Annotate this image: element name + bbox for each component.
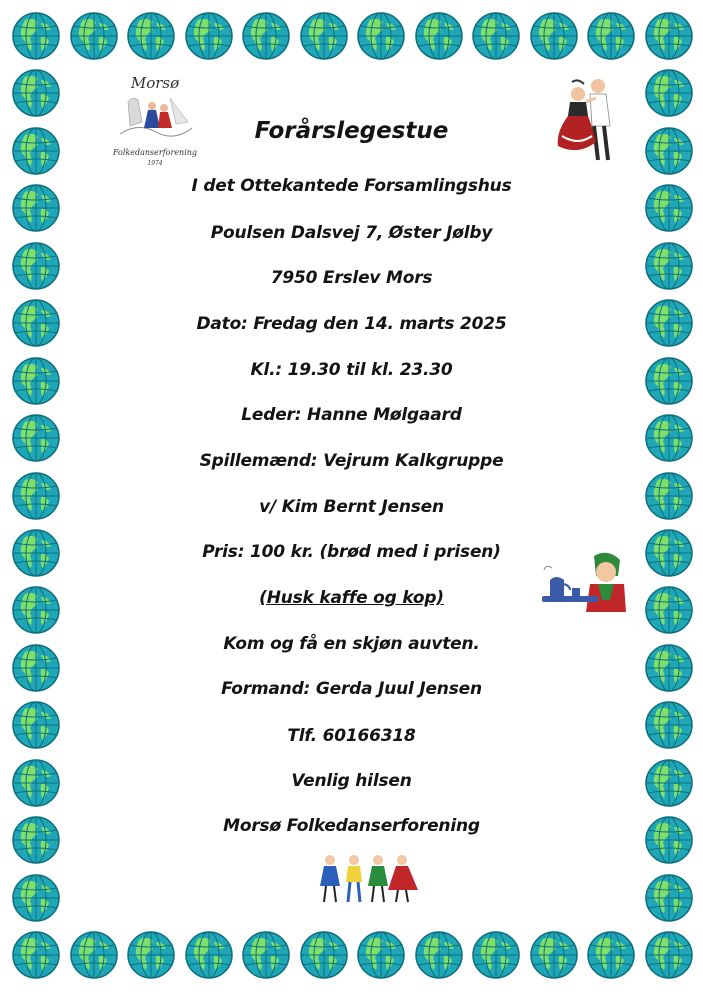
event-price: Pris: 100 kr. (brød med i prisen) — [202, 542, 501, 562]
globe-icon — [644, 11, 694, 61]
folk-dancers-icon — [318, 852, 420, 904]
globe-icon — [69, 11, 119, 61]
globe-icon — [184, 930, 234, 980]
globe-icon — [529, 930, 579, 980]
globe-icon — [644, 68, 694, 118]
logo-year: 1974 — [147, 160, 163, 167]
globe-icon — [414, 930, 464, 980]
globe-icon — [11, 11, 61, 61]
venue-city: 7950 Erslev Mors — [270, 268, 433, 288]
globe-icon — [126, 11, 176, 61]
organization-name: Morsø Folkedanserforening — [223, 816, 480, 836]
globe-icon — [471, 930, 521, 980]
musicians-contact: v/ Kim Bernt Jensen — [259, 497, 444, 517]
globe-icon — [11, 873, 61, 923]
globe-icon — [414, 11, 464, 61]
event-time: Kl.: 19.30 til kl. 23.30 — [250, 360, 453, 380]
greeting-line: Kom og få en skjøn auvten. — [223, 634, 480, 654]
venue-name: I det Ottekantede Forsamlingshus — [191, 176, 512, 196]
phone-number: Tlf. 60166318 — [287, 726, 416, 746]
closing-greeting: Venlig hilsen — [291, 771, 412, 791]
globe-icon — [241, 930, 291, 980]
event-date: Dato: Fredag den 14. marts 2025 — [196, 314, 507, 334]
globe-icon — [126, 930, 176, 980]
globe-icon — [644, 873, 694, 923]
chairman: Formand: Gerda Juul Jensen — [221, 679, 482, 699]
event-title: Forårslegestue — [254, 118, 449, 144]
logo-name: Morsø — [130, 74, 180, 92]
globe-icon — [11, 68, 61, 118]
logo-subtitle: Folkedanserforening — [112, 148, 198, 157]
globe-icon — [11, 930, 61, 980]
globe-icon — [184, 11, 234, 61]
venue-address: Poulsen Dalsvej 7, Øster Jølby — [210, 223, 493, 243]
event-musicians: Spillemænd: Vejrum Kalkgruppe — [199, 451, 504, 471]
globe-icon — [471, 11, 521, 61]
globe-icon — [586, 930, 636, 980]
globe-icon — [529, 11, 579, 61]
globe-icon — [69, 930, 119, 980]
globe-icon — [644, 930, 694, 980]
globe-icon — [299, 11, 349, 61]
event-leader: Leder: Hanne Mølgaard — [241, 405, 462, 425]
globe-icon — [356, 11, 406, 61]
bring-coffee-note: (Husk kaffe og kop) — [259, 588, 444, 608]
globe-icon — [241, 11, 291, 61]
globe-icon — [299, 930, 349, 980]
globe-icon — [356, 930, 406, 980]
globe-icon — [586, 11, 636, 61]
